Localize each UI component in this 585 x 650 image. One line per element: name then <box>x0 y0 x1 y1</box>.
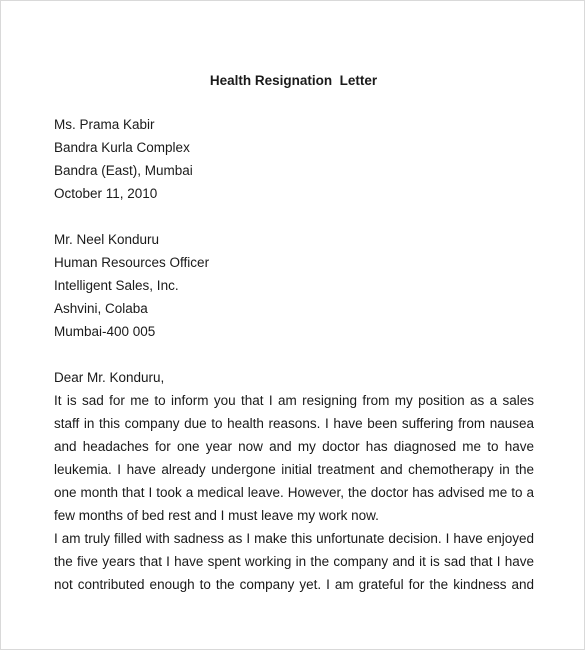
sender-address <box>54 113 193 205</box>
recipient-street: Ashvini, Colaba <box>54 301 148 316</box>
recipient-title: Human Resources Officer <box>54 255 210 270</box>
body-paragraph: I am truly filled with sadness as I make this unfortunate decision. I have enjoyed the five years that I have spent working in the company and it is sad that I have not contributed enough to the company yet. I am grateful for the kindness and <box>54 531 534 592</box>
recipient-company: Intelligent Sales, Inc. <box>54 278 179 293</box>
recipient-name: Mr. Neel Konduru <box>54 232 160 247</box>
letter-date: October 11, 2010 <box>54 186 158 201</box>
body-paragraph: It is sad for me to inform you that I am resigning from my position as a sales staff in this company due to health reasons. I have been suffering from nausea and headaches for one year now and my doctor has diagnosed me to have leukemia. I have already undergone initial treatment and chemotherapy in the one month that I took a medical leave. However, the doctor has advised me to a few months of bed rest and I must leave my work now. <box>54 393 534 523</box>
sender-name: Ms. Prama Kabir <box>54 117 155 132</box>
recipient-city: Mumbai-400 005 <box>54 324 156 339</box>
recipient-address <box>54 228 209 343</box>
letter-title: Health Resignation Letter <box>209 73 378 88</box>
salutation: Dear Mr. Konduru, <box>54 370 165 385</box>
sender-address-line: Bandra Kurla Complex <box>54 140 190 155</box>
sender-city: Bandra (East), Mumbai <box>54 163 193 178</box>
letter-body <box>54 366 534 596</box>
